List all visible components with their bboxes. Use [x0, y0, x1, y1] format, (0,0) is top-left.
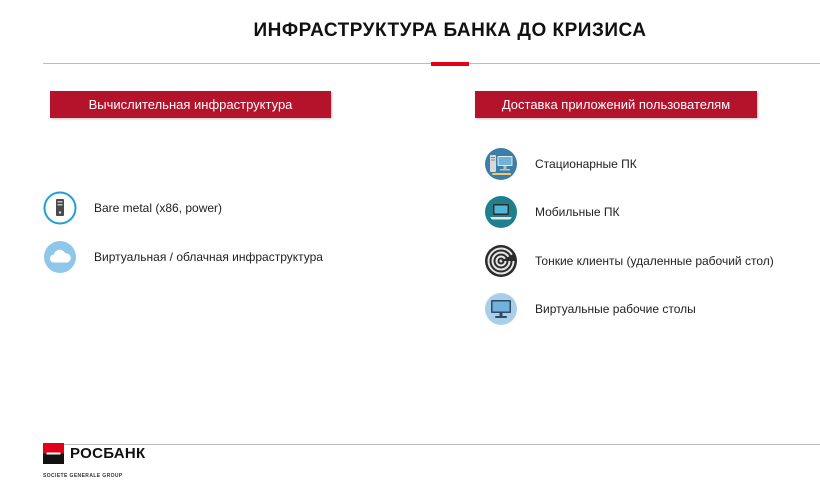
list-item-virtual-desktop [484, 292, 696, 326]
list-item-label: Стационарные ПК [535, 157, 637, 171]
list-item-label: Мобильные ПК [535, 205, 620, 219]
list-item-cloud [43, 240, 323, 274]
list-item-thin-client [484, 244, 774, 278]
list-item-label: Bare metal (x86, power) [94, 201, 223, 215]
logo-text: РОСБАНК [70, 445, 146, 462]
title-accent-bar [431, 62, 469, 66]
list-item-label: Виртуальная / облачная инфраструктура [94, 250, 323, 264]
slide-title: ИНФРАСТРУКТУРА БАНКА ДО КРИЗИСА [253, 20, 647, 41]
list-item-label: Виртуальные рабочие столы [535, 302, 696, 316]
compute-infrastructure-header: Вычислительная инфраструктура [50, 91, 331, 118]
rosbank-logo [43, 443, 145, 464]
app-delivery-header: Доставка приложений пользователям [475, 91, 757, 118]
server-icon [43, 191, 77, 225]
footer-divider [43, 444, 820, 445]
desktop-pc-icon [484, 147, 518, 181]
list-item-label: Тонкие клиенты (удаленные рабочий стол) [535, 254, 774, 268]
thin-client-icon [484, 244, 518, 278]
logo-subtext: SOCIETE GENERALE GROUP [43, 473, 123, 479]
virtual-desktop-icon [484, 292, 518, 326]
cloud-icon [43, 240, 77, 274]
list-item-desktop-pc [484, 147, 637, 181]
list-item-bare-metal [43, 191, 222, 225]
laptop-icon [484, 195, 518, 229]
list-item-laptop [484, 195, 620, 229]
rosbank-logo-mark-icon [43, 443, 64, 464]
